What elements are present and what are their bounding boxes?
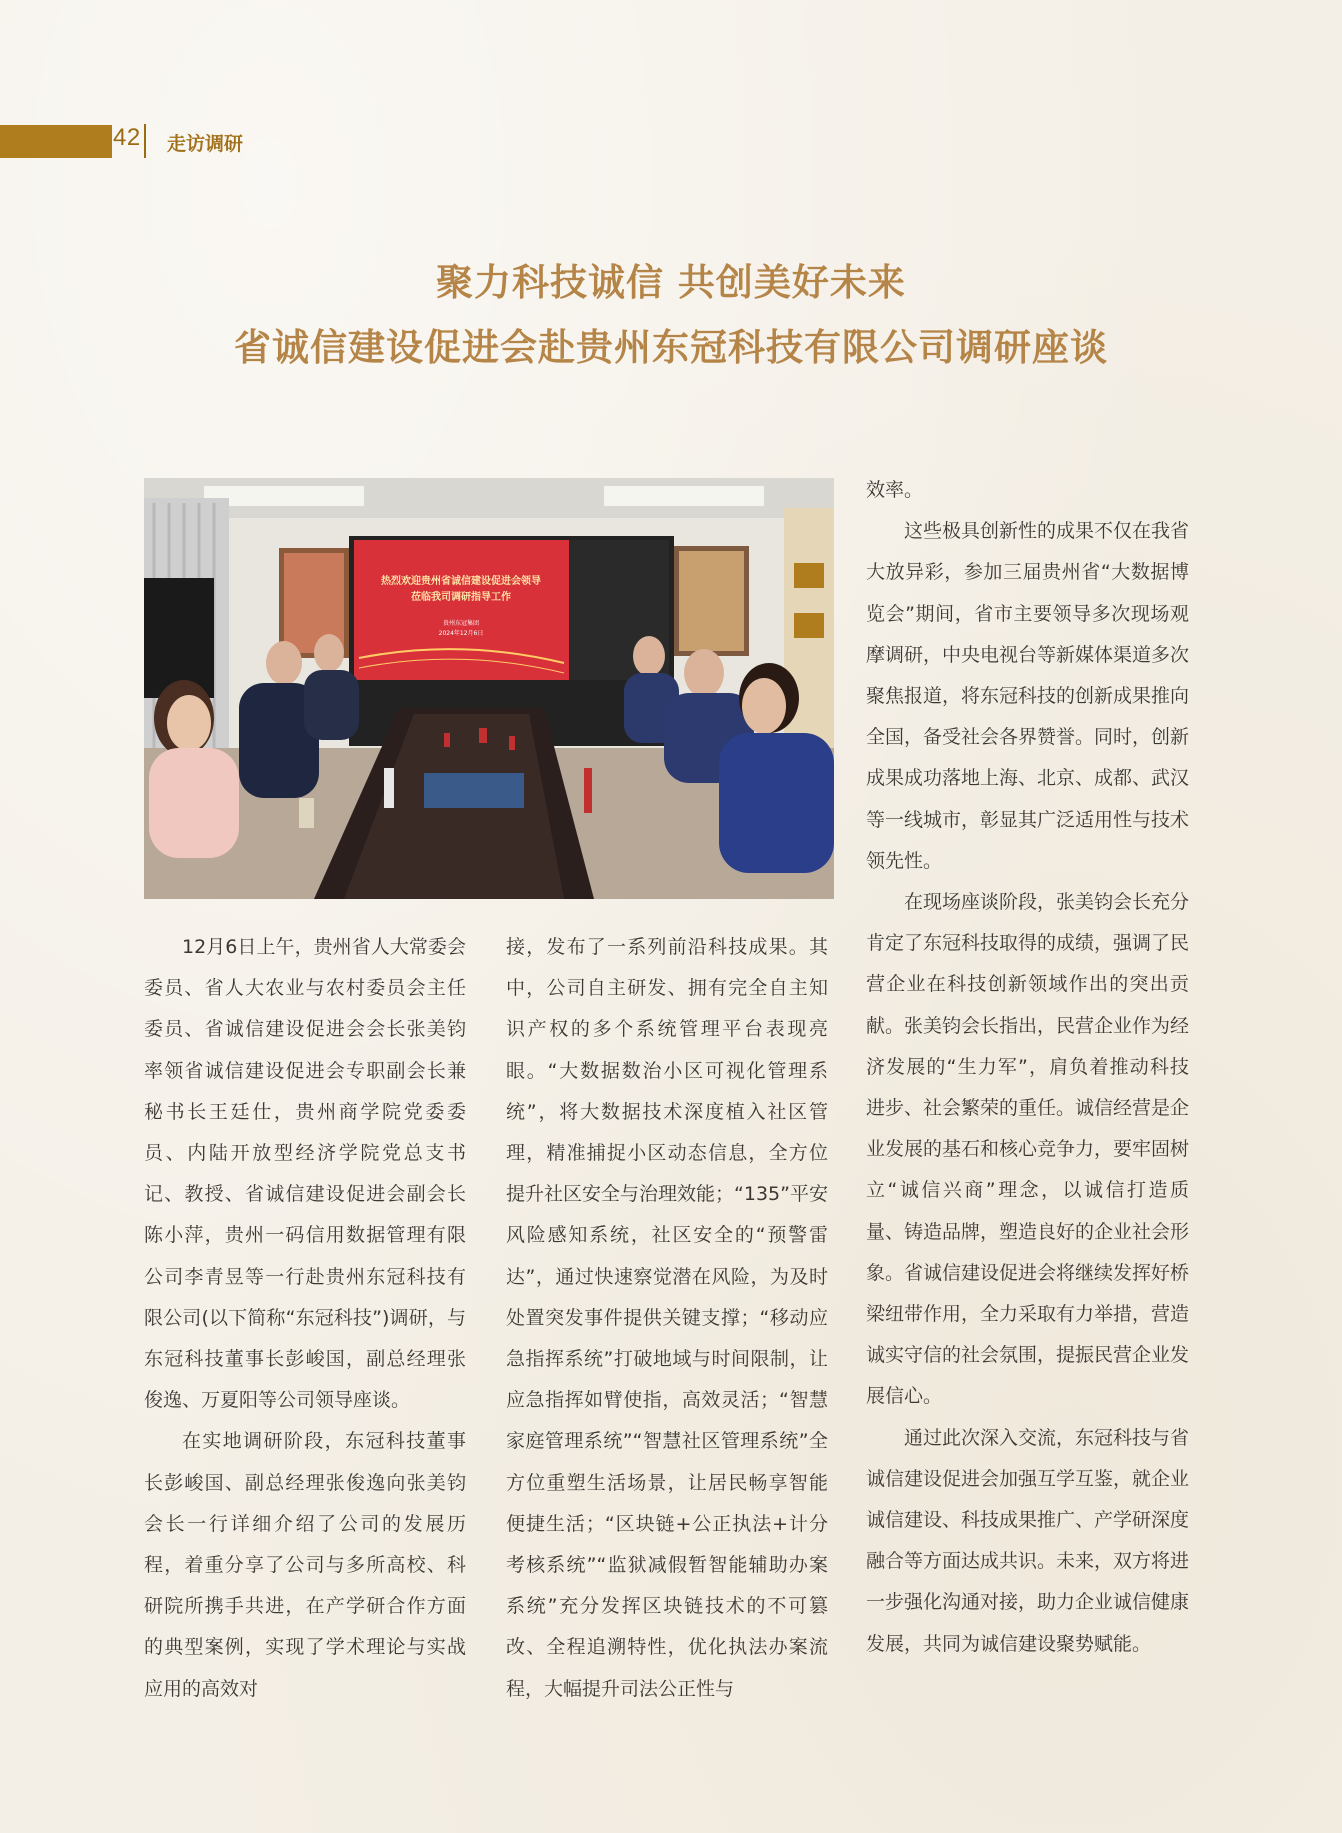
- article-title: 聚力科技诚信 共创美好未来: [436, 261, 906, 304]
- paragraph: 在实地调研阶段，东冠科技董事长彭峻国、副总经理张俊逸向张美钧会长一行详细介绍了公司的发展历程，着重分享了公司与多所高校、科研院所携手共进，在产学研合作方面的典型案例，实现了学术理论与实战应用的高效对: [144, 1430, 466, 1700]
- paragraph: 接，发布了一系列前沿科技成果。其中，公司自主研发、拥有完全自主知识产权的多个系统管理平台表现亮眼。“大数据数治小区可视化管理系统”，将大数据技术深度植入社区管理，精准捕捉小区动态信息，全方位提升社区安全与治理效能；“135”平安风险感知系统，社区安全的“预警雷达”，通过快速察觉潜在风险，为及时处置突发事件提供关键支撑；“移动应急指挥系统”打破地域与时间限制，让应急指挥如臂使指，高效灵活；“智慧家庭管理系统”“智慧社区管理系统”全方位重塑生活场景，让居民畅享智能便捷生活；“区块链+公正执法+计分考核系统”“监狱减假暂智能辅助办案系统”充分发挥区块链技术的不可篡改、全程追溯特性，优化执法办案流程，大幅提升司法公正性与: [506, 936, 828, 1700]
- paragraph: 这些极具创新性的成果不仅在我省大放异彩，参加三届贵州省“大数据博览会”期间，省市主要领导多次现场观摩调研，中央电视台等新媒体渠道多次聚焦报道，将东冠科技的创新成果推向全国，备受社会各界赞誉。同时，创新成果成功落地上海、北京、成都、武汉等一线城市，彰显其广泛适用性与技术领先性。: [866, 520, 1190, 872]
- paragraph: 在现场座谈阶段，张美钧会长充分肯定了东冠科技取得的成绩，强调了民营企业在科技创新领域作出的突出贡献。张美钧会长指出，民营企业作为经济发展的“生力军”，肩负着推动科技进步、社会繁荣的重任。诚信经营是企业发展的基石和核心竞争力，要牢固树立“诚信兴商”理念，以诚信打造质量、铸造品牌，塑造良好的企业社会形象。省诚信建设促进会将继续发挥好桥梁纽带作用，全力采取有力举措，营造诚实守信的社会氛围，提振民营企业发展信心。: [866, 891, 1190, 1408]
- meeting-photo: [144, 478, 834, 899]
- section-name: 走访调研: [167, 133, 244, 155]
- paragraph: 效率。: [866, 479, 924, 501]
- screen-org: 贵州东冠集团: [442, 620, 480, 627]
- header-divider: [144, 124, 146, 158]
- text-column-1: [144, 927, 466, 1710]
- paragraph: 12月6日上午，贵州省人大常委会委员、省人大农业与农村委员会主任委员、省诚信建设促进会会长张美钧率领省诚信建设促进会专职副会长兼秘书长王廷仕，贵州商学院党委委员、内陆开放型经济学院党总支书记、教授、省诚信建设促进会副会长陈小萍，贵州一码信用数据管理有限公司李青昱等一行赴贵州东冠科技有限公司(以下简称“东冠科技”)调研，与东冠科技董事长彭峻国，副总经理张俊逸、万夏阳等公司领导座谈。: [144, 936, 466, 1412]
- text-column-3: [866, 470, 1189, 1665]
- paragraph: 通过此次深入交流，东冠科技与省诚信建设促进会加强互学互鉴，就企业诚信建设、科技成果推广、产学研深度融合等方面达成共识。未来，双方将进一步强化沟通对接，助力企业诚信健康发展，共同为诚信建设聚势赋能。: [866, 1426, 1190, 1655]
- text-column-2: [506, 927, 828, 1710]
- page-number: 42: [113, 124, 141, 151]
- article-subtitle: 省诚信建设促进会赴贵州东冠科技有限公司调研座谈: [234, 326, 1108, 369]
- screen-line1: 热烈欢迎贵州省诚信建设促进会领导: [381, 576, 541, 587]
- screen-line2: 莅临我司调研指导工作: [411, 592, 511, 603]
- screen-date: 2024年12月6日: [438, 630, 484, 637]
- header-color-bar: [0, 125, 112, 158]
